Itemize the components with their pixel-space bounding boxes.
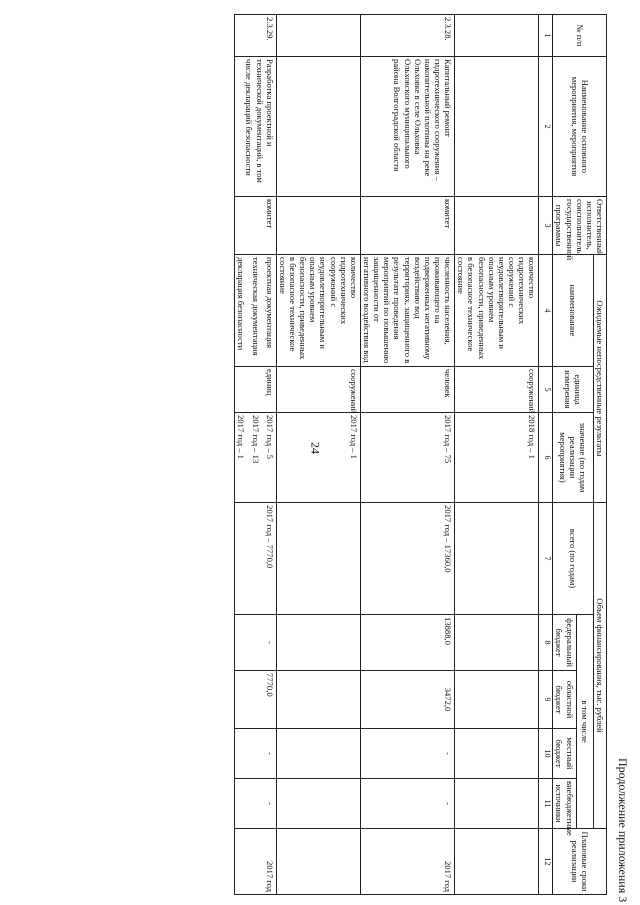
row-value: 2018 год – 1 — [455, 413, 539, 503]
result-line: проектная документация — [264, 257, 275, 349]
header-including: в том числе — [576, 615, 593, 829]
row-num: 2.3.29. — [235, 15, 276, 57]
column-number: 8 — [539, 615, 553, 671]
row-executor — [455, 197, 539, 255]
appendix-caption: Продолжение приложения 3 — [616, 758, 630, 903]
column-number: 12 — [539, 829, 553, 895]
row-extrabudgetary: - — [235, 779, 276, 829]
header-extrabudgetary: внебюджетные источники — [553, 779, 576, 829]
row-term: 2017 год — [235, 829, 276, 895]
result-line: декларация безопасности — [236, 257, 247, 351]
row-unit: единиц — [235, 367, 276, 413]
table-row — [276, 15, 360, 895]
row-total: 2017 год – 17360,0 — [360, 503, 454, 615]
value-line: 2017 год – 5 — [264, 415, 275, 459]
column-number: 11 — [539, 779, 553, 829]
row-term — [276, 829, 360, 895]
header-funding-volume: Объем финансирования, тыс. рублей — [593, 503, 606, 829]
column-number: 10 — [539, 729, 553, 779]
row-result-name: количество гидротехнических сооружений с неудовлетворительным и опасным уровнем безопасности, приведенных в безопасное техническое состояние — [276, 255, 360, 367]
table-row — [360, 15, 454, 895]
row-term — [455, 829, 539, 895]
row-regional — [276, 671, 360, 729]
row-local: - — [360, 729, 454, 779]
table-row — [455, 15, 539, 895]
column-number: 5 — [539, 367, 553, 413]
row-federal — [276, 615, 360, 671]
table-row — [235, 15, 276, 895]
row-activity-name — [455, 57, 539, 197]
row-federal — [455, 615, 539, 671]
header-num: № п/п — [553, 15, 607, 57]
row-regional — [455, 671, 539, 729]
value-line: 2017 год – 1 — [236, 415, 247, 459]
row-result-name: количество гидротехнических сооружений с неудовлетворительным и опасным уровнем безопасности, приведенных в безопасное техническое состояние — [455, 255, 539, 367]
header-executor: Ответственный исполнитель, соисполнитель государственной программы — [553, 197, 607, 255]
header-activity-name: Наименование основного мероприятия, мероприятия — [553, 57, 607, 197]
header-expected-results: Ожидаемые непосредственные результаты — [593, 255, 606, 503]
column-number: 4 — [539, 255, 553, 367]
row-activity-name: Разработка проектной и технической документаций, в том числе деклараций безопасности — [235, 57, 276, 197]
page-number: 24 — [308, 442, 323, 454]
row-activity-name — [276, 57, 360, 197]
row-extrabudgetary — [455, 779, 539, 829]
row-unit: человек — [360, 367, 454, 413]
header-value: значение (по годам реализации мероприятия) — [553, 413, 594, 503]
row-num — [455, 15, 539, 57]
row-local — [276, 729, 360, 779]
column-number-row — [539, 15, 553, 895]
column-number: 9 — [539, 671, 553, 729]
row-total — [276, 503, 360, 615]
row-value — [235, 413, 276, 503]
column-number: 7 — [539, 503, 553, 615]
row-executor — [276, 197, 360, 255]
row-result-name: численность населения, проживающего на подверженных негативному воздействию вод территориях, защищенного в результате проведения мероприятий по повышению защищенности от негативного воздействия вод — [360, 255, 454, 367]
row-total — [455, 503, 539, 615]
row-federal: - — [235, 615, 276, 671]
row-total: 2017 год – 7770,0 — [235, 503, 276, 615]
row-result-name — [235, 255, 276, 367]
row-extrabudgetary: - — [360, 779, 454, 829]
program-activities-table — [234, 14, 607, 895]
row-extrabudgetary — [276, 779, 360, 829]
row-federal: 13888,0 — [360, 615, 454, 671]
row-unit: сооружений — [276, 367, 360, 413]
result-line: техническая документация — [250, 257, 261, 356]
row-executor: комитет — [360, 197, 454, 255]
header-regional-budget: областной бюджет — [553, 671, 576, 729]
header-total: всего (по годам) — [553, 503, 594, 615]
header-result-name: наименование — [553, 255, 594, 367]
row-term: 2017 год — [360, 829, 454, 895]
header-local-budget: местный бюджет — [553, 729, 576, 779]
row-regional: 7770,0 — [235, 671, 276, 729]
column-number: 6 — [539, 413, 553, 503]
header-unit: единица измерения — [553, 367, 594, 413]
column-number: 2 — [539, 57, 553, 197]
column-number: 1 — [539, 15, 553, 57]
row-executor: комитет — [235, 197, 276, 255]
row-num — [276, 15, 360, 57]
row-local: - — [235, 729, 276, 779]
value-line: 2017 год – 13 — [250, 415, 261, 464]
header-planned-terms: Плановые сроки реализации — [553, 829, 607, 895]
row-local — [455, 729, 539, 779]
row-num: 2.3.28. — [360, 15, 454, 57]
row-unit: сооружений — [455, 367, 539, 413]
row-activity-name: Капитальный ремонт гидротехнического сооружения – накопительной плотины на реке Ольховке в селе Ольховка Ольховского муниципального района Волгоградской области — [360, 57, 454, 197]
row-regional: 3472,0 — [360, 671, 454, 729]
row-value: 2017 год – 1 — [276, 413, 360, 503]
column-number: 3 — [539, 197, 553, 255]
header-federal-budget: федеральный бюджет — [553, 615, 576, 671]
row-value: 2017 год – 75 — [360, 413, 454, 503]
